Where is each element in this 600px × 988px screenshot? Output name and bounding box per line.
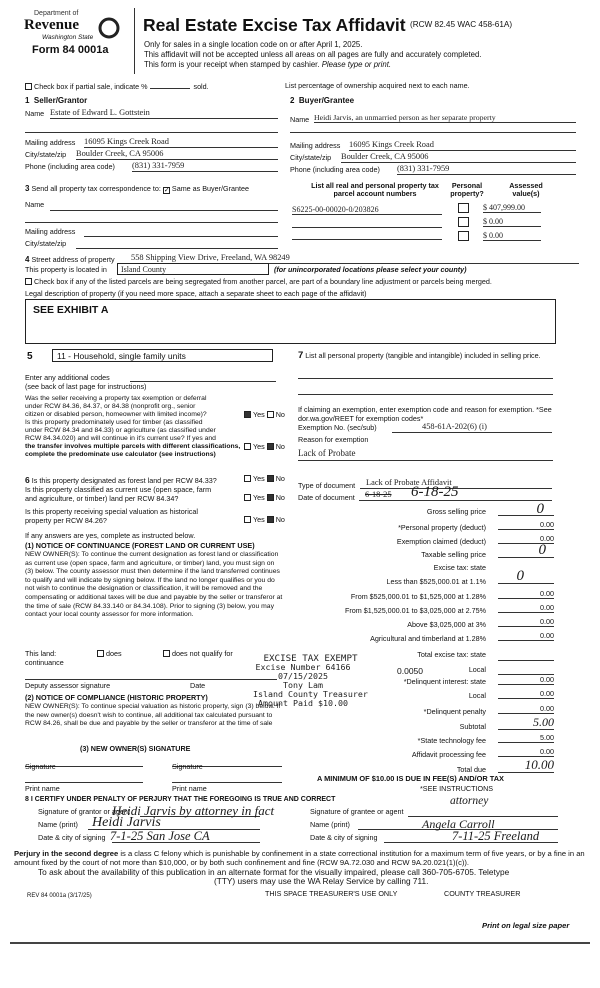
grantor-signature-label: Signature of grantor or agent xyxy=(38,807,130,816)
seller-mail-label: Mailing address xyxy=(25,138,76,147)
form-number: Form 84 0001a xyxy=(32,44,109,56)
exemption-number-field[interactable]: 458-61A-202(6) (i) xyxy=(392,422,552,433)
compliance-title: (2) NOTICE OF COMPLIANCE (HISTORIC PROPERTY) xyxy=(25,693,208,702)
tty-notice: (TTY) users may use the WA Relay Service by calling 711. xyxy=(214,876,429,886)
current-use-no-checkbox[interactable] xyxy=(267,494,274,501)
seller-name-field[interactable]: Estate of Edward L. Gottstein xyxy=(50,108,278,119)
tier3-label: From $1,525,000.01 to $3,025,000 at 2.75% xyxy=(344,606,486,615)
penalty-label: *Delinquent penalty xyxy=(423,707,486,716)
personal-deduct-label: *Personal property (deduct) xyxy=(398,523,486,532)
assessed-header: Assessed value(s) xyxy=(509,181,543,199)
see-instructions: *SEE INSTRUCTIONS xyxy=(420,784,494,793)
gross-price-label: Gross selling price xyxy=(426,507,486,516)
buyer-phone-label: Phone (including area code) xyxy=(290,165,380,174)
affidavit-fee-label: Affidavit processing fee xyxy=(411,750,486,759)
continuance-body: NEW OWNER(S): To continue the current designation as forest land or classification as current use (open space, farm and agriculture, or timber) land, you must sign on (3) below. The county assessor must then determine if the land transferred continues to qualify and will indicate by signing below. If the land no longer qualifies or you do not wish to continue the designation or classification, it will be removed and the compensating or additional taxes will be due and payable by the seller or transferor at the time of sale (RCW 84.33.140 or 84.34.108). Prior to signing (3) below, you may contact your local county assessor for more information. xyxy=(25,551,283,619)
interest-value[interactable]: 0.00 xyxy=(498,676,554,685)
use-code-select[interactable]: 11 - Household, single family units xyxy=(52,349,273,362)
grantor-name-handwritten: Heidi Jarvis xyxy=(92,815,161,830)
timber-yes-checkbox[interactable] xyxy=(244,443,251,450)
seller-city-field[interactable]: Boulder Creek, CA 95006 xyxy=(76,149,278,160)
personal-property-checkbox-1[interactable] xyxy=(458,203,469,213)
if-any-yes: If any answers are yes, complete as instructed below. xyxy=(25,531,196,540)
exemption-no-checkbox[interactable] xyxy=(267,411,274,418)
new-owner-signature-title: (3) NEW OWNER(S) SIGNATURE xyxy=(80,744,191,753)
historic-question: Is this property receiving special valuation as historical property per RCW 84.26? xyxy=(25,507,198,525)
assessed-value-1[interactable]: $ 407,999.00 xyxy=(483,203,541,213)
grantor-name-label: Name (print) xyxy=(38,820,78,829)
timber-yes-no[interactable]: Yes No xyxy=(244,443,285,451)
exemption-yes-checkbox[interactable] xyxy=(244,411,251,418)
dept-label: Department of xyxy=(34,10,79,17)
doc-type-label: Type of document xyxy=(298,481,356,490)
doc-date-struck: 6-18-25 xyxy=(365,490,392,499)
current-use-question: Is this property classified as current use (open space, farm and agriculture, or timber) land per RCW 84.34? xyxy=(25,485,212,503)
excise-state-label: Excise tax: state xyxy=(433,563,486,572)
list-percentage-note: List percentage of ownership acquired next to each name. xyxy=(285,81,470,90)
minimum-due-note: A MINIMUM OF $10.00 IS DUE IN FEE(S) AND/OR TAX xyxy=(317,774,504,783)
gross-price-value[interactable]: 0 xyxy=(498,502,554,516)
local-rate: 0.0050 xyxy=(397,666,423,676)
owner-print-label-1: Print name xyxy=(25,784,60,793)
local2-label: Local xyxy=(468,691,486,700)
buyer-phone-field[interactable]: (831) 331-7959 xyxy=(397,164,576,175)
buyer-name-field[interactable]: Heidi Jarvis, an unmarried person as her separate property xyxy=(314,113,576,123)
timber-question: Is this property predominately used for timber (as classified under RCW 84.34 and 84.33) or agriculture (as classified under RCW 84.34.020) and will continue in it's current use? If yes and the transfer involves multiple parcels with different classifications, complete the predominate use calculator (see instructions) xyxy=(25,419,241,458)
property-street-field[interactable]: 558 Shipping View Drive, Freeland, WA 98249 xyxy=(131,253,579,264)
county-treasurer-label: COUNTY TREASURER xyxy=(444,889,521,898)
land-does-checkbox[interactable] xyxy=(97,650,104,657)
exemption-deduct-value[interactable]: 0.00 xyxy=(498,535,554,544)
exemption-deduct-label: Exemption claimed (deduct) xyxy=(396,537,486,546)
buyer-name-label: Name xyxy=(290,115,310,124)
penalty-value[interactable]: 0.00 xyxy=(498,705,554,714)
county-note: (for unincorporated locations please select your county) xyxy=(274,265,467,274)
header-line1: Only for sales in a single location code on or after April 1, 2025. xyxy=(144,40,363,49)
form-title: Real Estate Excise Tax Affidavit xyxy=(143,15,406,35)
owner-signature-label-1: Signature xyxy=(25,762,56,771)
street-row: 4 Street address of property xyxy=(25,255,115,264)
rev-code: REV 84 0001a (3/17/25) xyxy=(27,893,92,899)
additional-codes-label: Enter any additional codes xyxy=(25,373,110,382)
county-select[interactable]: Island County xyxy=(117,263,269,275)
personal-header: Personal property? xyxy=(450,181,484,199)
tier3-value[interactable]: 0.00 xyxy=(498,604,554,613)
tech-fee-value[interactable]: 5.00 xyxy=(498,734,554,743)
historic-yes-checkbox[interactable] xyxy=(244,516,251,523)
personal-property-checkbox-3[interactable] xyxy=(458,231,469,241)
forest-yes-checkbox[interactable] xyxy=(244,475,251,482)
seller-phone-field[interactable]: (831) 331-7959 xyxy=(132,161,278,172)
buyer-mail-label: Mailing address xyxy=(290,141,341,150)
personal-deduct-value[interactable]: 0.00 xyxy=(498,521,554,530)
grantor-signature-handwritten: Heidi Jarvis by attorney in fact xyxy=(112,803,275,818)
land-does-not-checkbox[interactable] xyxy=(163,650,170,657)
grantee-name-handwritten: Angela Carroll xyxy=(422,817,495,831)
continuance-title: (1) NOTICE OF CONTINUANCE (FOREST LAND OR CURRENT USE) xyxy=(25,541,255,550)
seller-phone-label: Phone (including area code) xyxy=(25,162,115,171)
header-line3: This form is your receipt when stamped by cashier. Please type or print. xyxy=(144,60,392,69)
corr-name-label: Name xyxy=(25,200,45,209)
alternate-format-notice: To ask about the availability of this publication in an alternate format for the visually impaired, please call 360-705-6705. Teletype xyxy=(38,867,510,877)
tier1-label: Less than $525,000.01 at 1.1% xyxy=(386,577,486,586)
grantee-signature-handwritten: attorney xyxy=(450,795,489,807)
this-land-label: This land: continuance xyxy=(25,649,64,667)
current-use-yes-checkbox[interactable] xyxy=(244,494,251,501)
excise-exempt-stamp: EXCISE TAX EXEMPT Excise Number 64166 07/15/2025 Tony Lam Island County Treasurer Amount Paid $10.00 xyxy=(253,653,368,708)
taxable-price-value[interactable]: 0 xyxy=(498,543,554,558)
parcel-number-1[interactable]: S6225-00-00020-0/203826 xyxy=(292,205,442,215)
affidavit-fee-value[interactable]: 0.00 xyxy=(498,748,554,757)
parcel-header: List all real and personal property tax parcel account numbers xyxy=(311,181,439,199)
use-code-num: 5 xyxy=(27,351,33,362)
doc-type-field[interactable]: Lack of Probate Affidavit xyxy=(360,478,552,489)
tier5-label: Agricultural and timberland at 1.28% xyxy=(370,634,486,643)
owner-print-label-2: Print name xyxy=(172,784,207,793)
seller-name-label: Name xyxy=(25,109,45,118)
subtotal-label: Subtotal xyxy=(459,722,486,731)
corr-city-label: City/state/zip xyxy=(25,239,67,248)
seller-city-label: City/state/zip xyxy=(25,150,67,159)
exemption-instructions: If claiming an exemption, enter exemption code and reason for exemption. *See dor.wa.gov/REET for exemption codes* xyxy=(298,405,552,423)
state-label: Washington State xyxy=(42,34,94,41)
tier2-value[interactable]: 0.00 xyxy=(498,590,554,599)
current-use-yes-no[interactable]: Yes No xyxy=(244,494,285,502)
exemption-question: Was the seller receiving a property tax exemption or deferral under RCW 84.36, 84.37, or 84.38 (nonprofit org., senior citizen or disabled person, homeowner with limited income)? xyxy=(25,395,207,418)
tech-fee-label: *State technology fee xyxy=(417,736,486,745)
buyer-mail-field[interactable]: 16095 Kings Creek Road xyxy=(349,140,576,151)
grantee-date-label: Date & city of signing xyxy=(310,833,378,842)
tier4-value[interactable]: 0.00 xyxy=(498,618,554,627)
local2-value[interactable]: 0.00 xyxy=(498,690,554,699)
historic-no-checkbox[interactable] xyxy=(267,516,274,523)
tier4-label: Above $3,025,000 at 3% xyxy=(407,620,486,629)
tier5-value[interactable]: 0.00 xyxy=(498,632,554,641)
grantee-signature-label: Signature of grantee or agent xyxy=(310,807,404,816)
rcw-ref: (RCW 82.45 WAC 458-61A) xyxy=(410,20,513,29)
seller-heading: 1 Seller/Grantor xyxy=(25,96,88,105)
segregation-checkbox[interactable] xyxy=(25,278,32,285)
deputy-date-label: Date xyxy=(190,681,206,690)
personal-property-label: 7 List all personal property (tangible and intangible) included in selling price. xyxy=(298,350,541,361)
correspondence-row: 3 Send all property tax correspondence to: ✓ Same as Buyer/Grantee xyxy=(25,184,250,194)
partial-sale-checkbox[interactable] xyxy=(25,83,32,90)
grantee-date-handwritten: 7-11-25 Freeland xyxy=(452,829,540,843)
total-due-value[interactable]: 10.00 xyxy=(498,756,554,773)
reason-label: Reason for exemption xyxy=(298,435,369,444)
forest-no-checkbox[interactable] xyxy=(267,475,274,482)
certification-title: 8 I CERTIFY UNDER PENALTY OF PERJURY THAT THE FOREGOING IS TRUE AND CORRECT xyxy=(25,796,336,803)
reason-field[interactable]: Lack of Probate xyxy=(298,448,356,458)
buyer-city-field[interactable]: Boulder Creek, CA 95006 xyxy=(341,152,576,163)
same-as-buyer-checkbox[interactable]: ✓ xyxy=(163,187,170,194)
legal-label: Legal description of property (if you need more space, attach a separate sheet to each page of the affidavit) xyxy=(25,289,367,298)
revenue-swirl-icon xyxy=(98,17,120,39)
land-does-not-option[interactable]: does not qualify for xyxy=(163,650,233,658)
grantor-date-handwritten: 7-1-25 San Jose CA xyxy=(110,829,210,843)
legal-description-text: SEE EXHIBIT A xyxy=(33,304,109,316)
land-does-option[interactable]: does xyxy=(97,650,122,658)
total-state-label: Total excise tax: state xyxy=(417,650,486,659)
timber-no-checkbox[interactable] xyxy=(267,443,274,450)
deputy-signature-label: Deputy assessor signature xyxy=(25,681,111,690)
taxable-price-label: Taxable selling price xyxy=(421,550,486,559)
total-due-label: Total due xyxy=(456,765,486,774)
segregation-row: Check box if any of the listed parcels are being segregated from another parcel, are part of a boundary line adjustment or parcels being merged. xyxy=(25,278,492,286)
buyer-heading: 2 Buyer/Grantee xyxy=(290,96,355,105)
doc-date-handwritten: 6-18-25 xyxy=(411,484,459,500)
revenue-wordmark: Revenue xyxy=(24,17,79,33)
owner-signature-label-2: Signature xyxy=(172,762,203,771)
assessed-value-2[interactable]: $ 0.00 xyxy=(483,217,541,227)
grantee-name-label: Name (print) xyxy=(310,820,350,829)
tier2-label: From $525,000.01 to $1,525,000 at 1.28% xyxy=(350,592,486,601)
tier1-value[interactable]: 0 xyxy=(498,569,554,584)
located-label: This property is located in xyxy=(25,265,107,274)
forest-question: 6 Is this property designated as forest land per RCW 84.33? xyxy=(25,475,217,485)
perjury-notice: Perjury in the second degree is a class C felony which is punishable by confinement in a state correctional institution for a maximum term of five years, or by a fine in an amount fixed by the court of not more than $10,000, or by both such confinement and fine (RCW 9A.72.030 and RCW 9A.20.021(1)(c)). xyxy=(14,849,585,867)
local-label: Local xyxy=(468,665,486,674)
buyer-city-label: City/state/zip xyxy=(290,153,332,162)
historic-yes-no[interactable]: Yes No xyxy=(244,516,285,524)
assessed-value-3[interactable]: $ 0.00 xyxy=(483,231,541,241)
forest-yes-no[interactable]: Yes No xyxy=(244,475,285,483)
header-line2: This affidavit will not be accepted unless all areas on all pages are fully and accurately completed. xyxy=(144,50,482,59)
personal-property-checkbox-2[interactable] xyxy=(458,217,469,227)
seller-mail-field[interactable]: 16095 Kings Creek Road xyxy=(84,137,278,148)
exemption-number-label: Exemption No. (sec/sub) xyxy=(298,423,377,432)
legal-paper-note: Print on legal size paper xyxy=(482,921,570,930)
exemption-yes-no[interactable]: Yes No xyxy=(244,411,285,419)
partial-sale-row[interactable]: Check box if partial sale, indicate % sold. xyxy=(25,83,209,91)
treasurer-use-only: THIS SPACE TREASURER'S USE ONLY xyxy=(265,889,398,898)
grantor-date-label: Date & city of signing xyxy=(38,833,106,842)
additional-codes-note: (see back of last page for instructions) xyxy=(25,382,147,391)
subtotal-value[interactable]: 5.00 xyxy=(498,715,554,730)
doc-date-label: Date of document xyxy=(298,493,355,502)
interest-label: *Delinquent interest: state xyxy=(403,677,486,686)
compliance-body: NEW OWNER(S): To continue special valuation as historic property, sign (3) below. If the new owner(s) doesn't wish to continue, all additional tax calculated pursuant to RCW 84.26, shall be due and payable by the seller or transferor at the time of sale xyxy=(25,703,281,728)
corr-mail-label: Mailing address xyxy=(25,227,76,236)
